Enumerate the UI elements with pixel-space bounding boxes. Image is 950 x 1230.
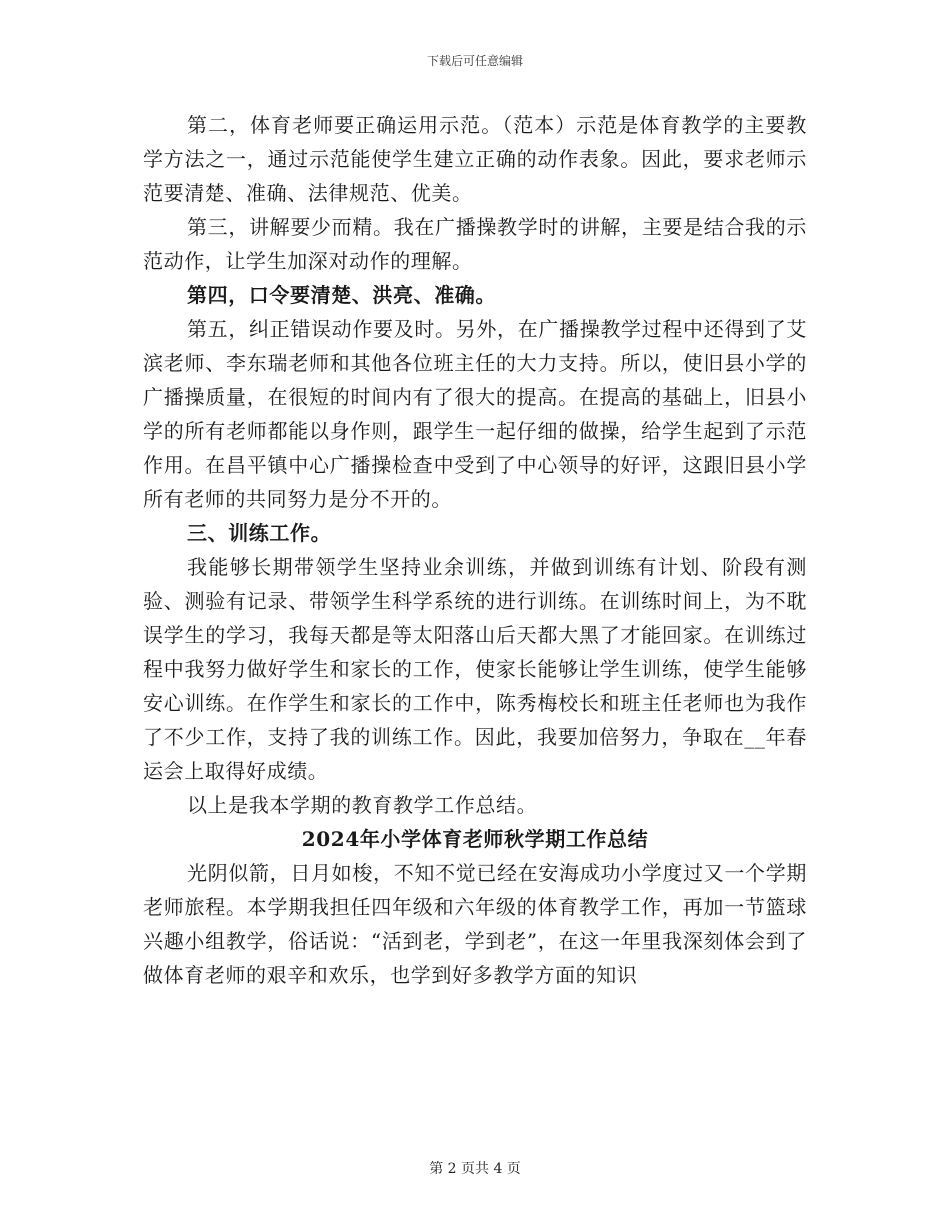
document-body — [143, 108, 807, 992]
paragraph-corrections: 第五，纠正错误动作要及时。另外，在广播操教学过程中还得到了艾滨老师、李东瑞老师和其他各位班主任的大力支持。所以，使旧县小学的广播操质量，在很短的时间内有了很大的提高。在提高的基础上，旧县小学的所有老师都能以身作则，跟学生一起仔细的做操，给学生起到了示范作用。在昌平镇中心广播操检查中受到了中心领导的好评，这跟旧县小学所有老师的共同努力是分不开的。 — [143, 317, 807, 511]
paragraph-explanation: 第三，讲解要少而精。我在广播操教学时的讲解，主要是结合我的示范动作，让学生加深对动作的理解。 — [143, 215, 807, 273]
paragraph-demonstration: 第二，体育老师要正确运用示范。（范本）示范是体育教学的主要教学方法之一，通过示范能使学生建立正确的动作表象。因此，要求老师示范要清楚、准确、法律规范、优美。 — [143, 113, 807, 205]
section-title: 2024年小学体育老师秋学期工作总结 — [301, 827, 649, 851]
page-footer: 第 2 页共 4 页 — [429, 1161, 521, 1177]
section-heading-training: 三、训练工作。 — [187, 521, 332, 545]
paragraph-commands: 第四，口令要清楚、洪亮、准确。 — [187, 283, 496, 307]
paragraph-training: 我能够长期带领学生坚持业余训练，并做到训练有计划、阶段有测验、测验有记录、带领学生科学系统的进行训练。在训练时间上，为不耽误学生的学习，我每天都是等太阳落山后天都大黑了才能回家。在训练过程中我努力做好学生和家长的工作，使家长能够让学生训练，使学生能够安心训练。在作学生和家长的工作中，陈秀梅校长和班主任老师也为我作了不少工作，支持了我的训练工作。因此，我要加倍努力，争取在__年春运会上取得好成绩。 — [143, 555, 807, 783]
page-header: 下载后可任意编辑 — [426, 54, 523, 68]
paragraph-autumn-summary: 光阴似箭，日月如梭，不知不觉已经在安海成功小学度过又一个学期老师旅程。本学期我担任四年级和六年级的体育教学工作，再加一节篮球兴趣小组教学，俗话说：“活到老，学到老”，在这一年里我深刻体会到了做体育老师的艰辛和欢乐，也学到好多教学方面的知识 — [143, 861, 807, 987]
paragraph-conclusion: 以上是我本学期的教育教学工作总结。 — [187, 793, 538, 817]
